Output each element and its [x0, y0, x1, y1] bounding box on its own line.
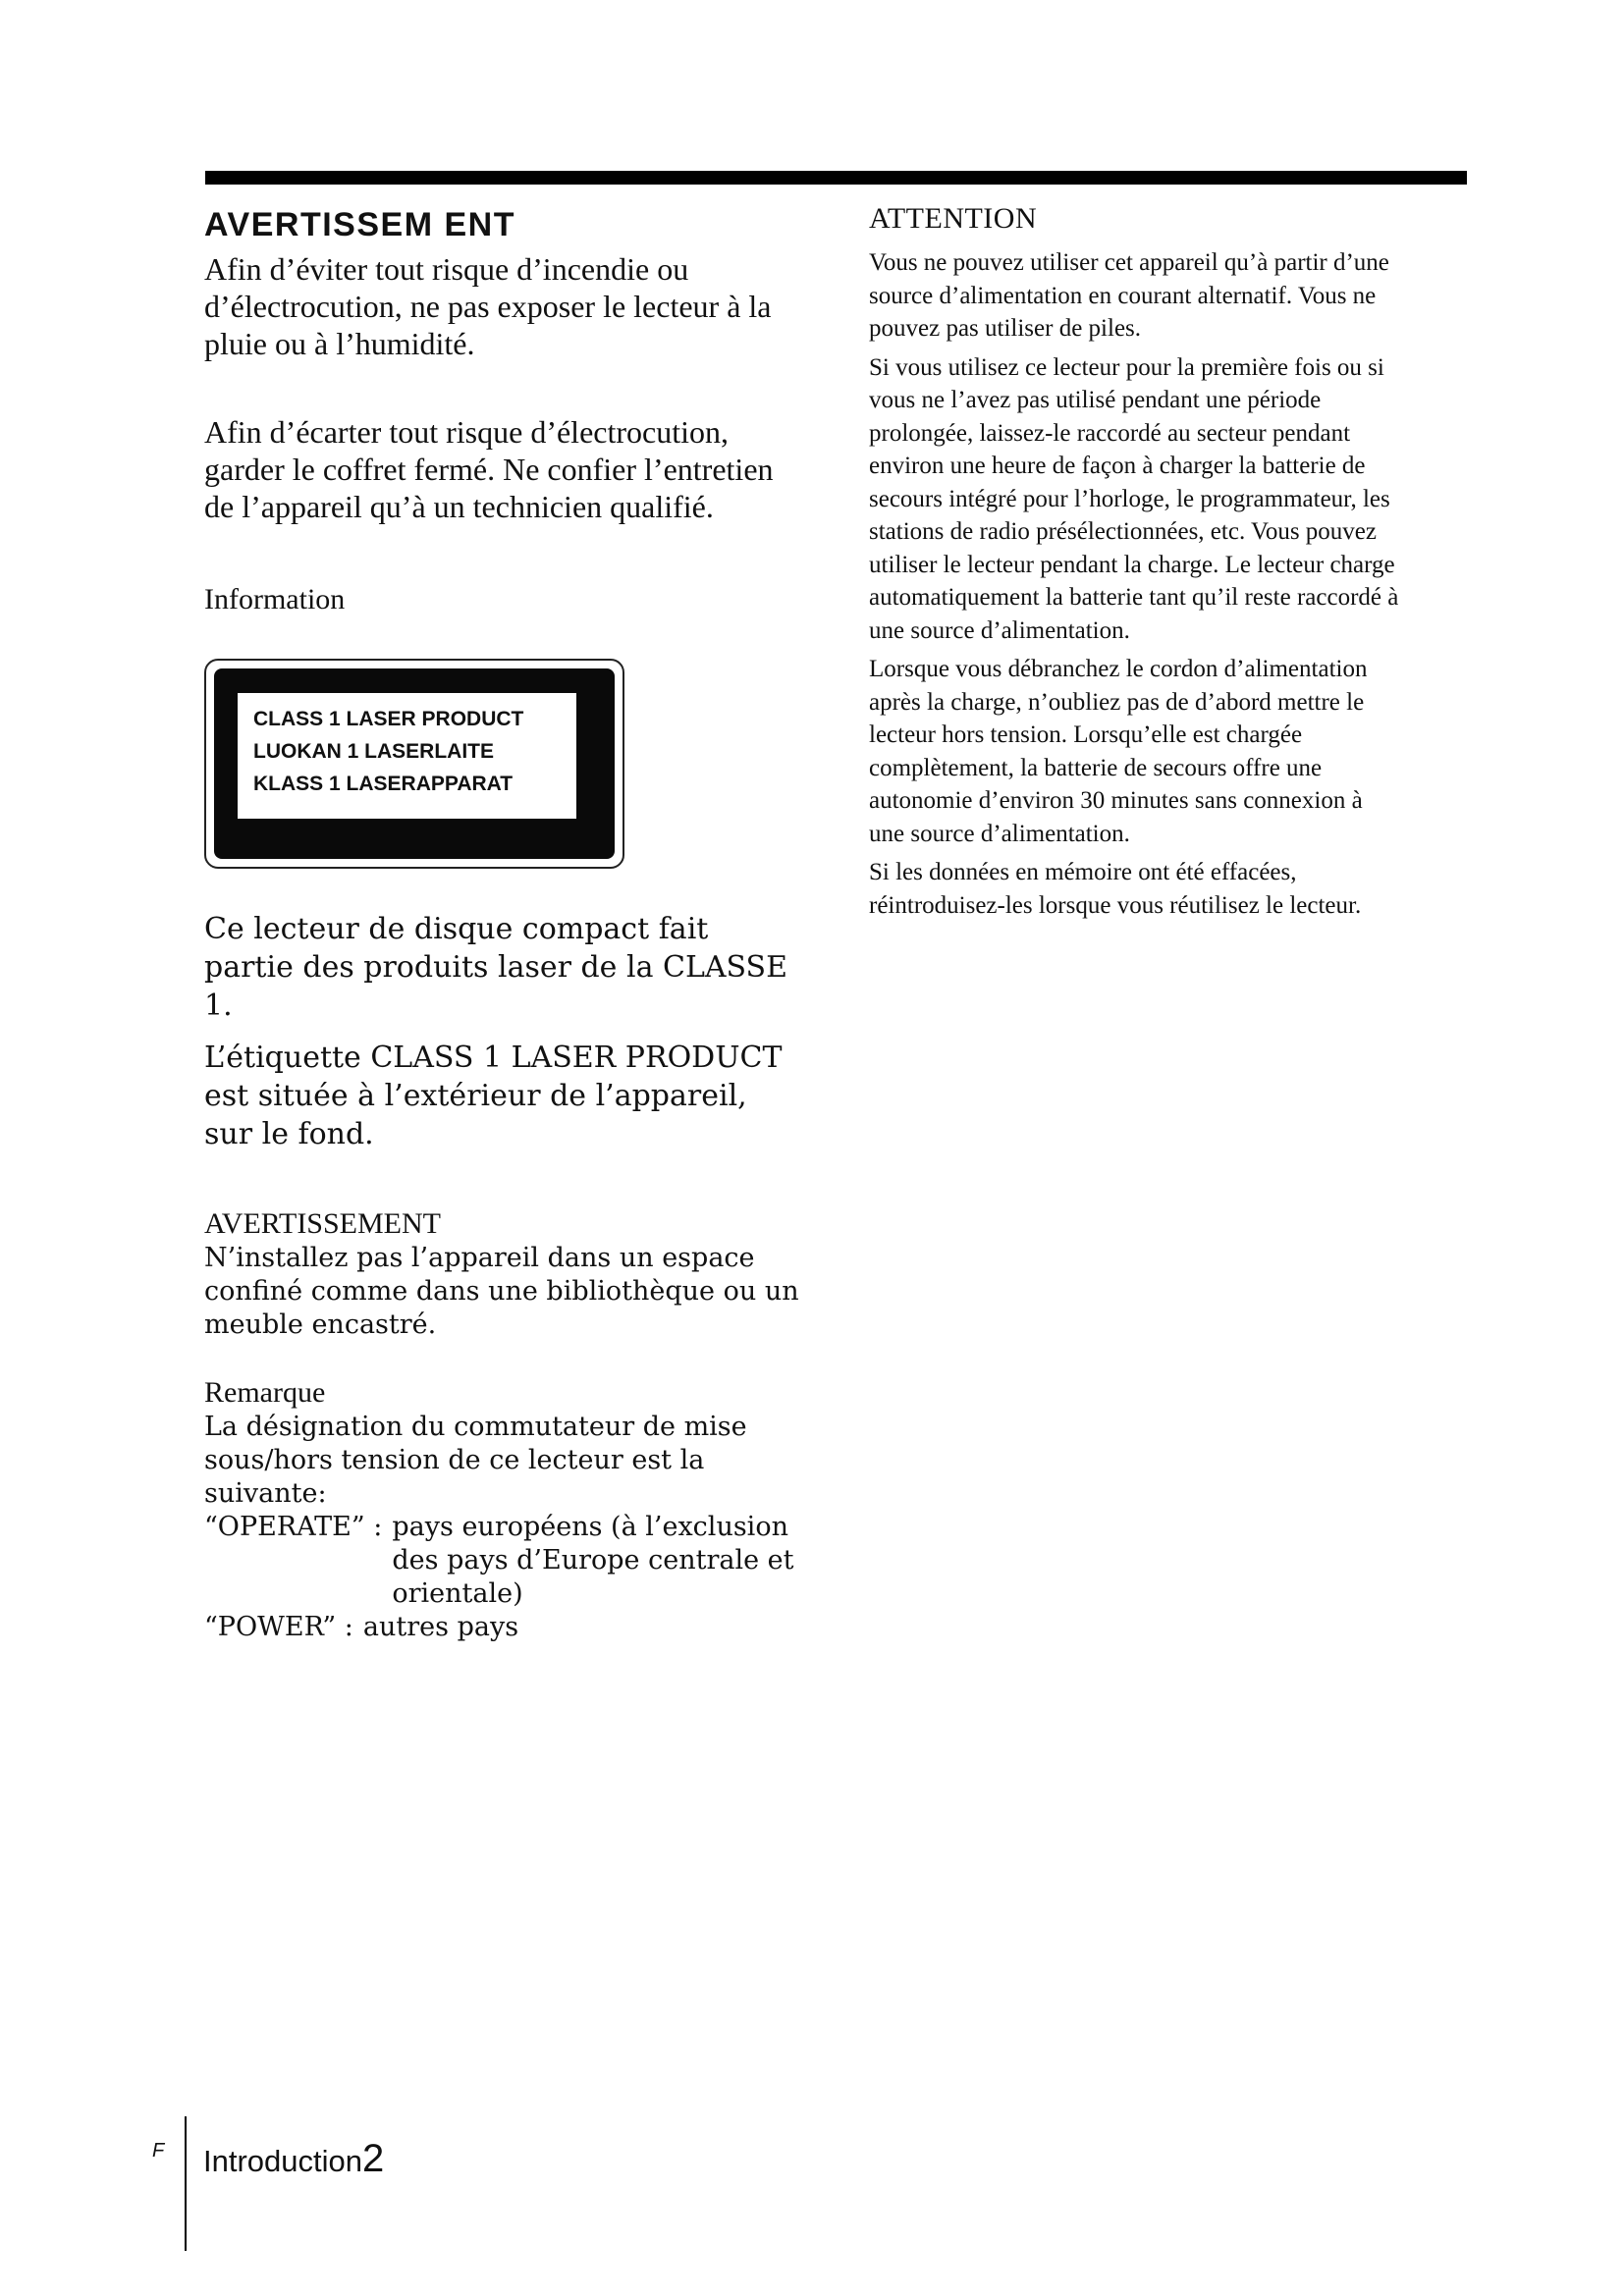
information-label: Information: [204, 583, 346, 615]
laser-label-line: KLASS 1 LASERAPPARAT: [253, 773, 514, 795]
operate-definition: [204, 1511, 803, 1611]
power-key: “POWER” :: [204, 1612, 353, 1642]
top-rule: [205, 171, 1467, 185]
avertissement-section: [204, 1206, 803, 1342]
remarque-title: Remarque: [204, 1376, 326, 1409]
warning-heading: AVERTISSEM ENT: [204, 206, 515, 243]
page-footer: [203, 2137, 384, 2181]
laser-label-location-text: L’étiquette CLASS 1 LASER PRODUCT est située à l’extérieur de l’appareil, sur le fond.: [204, 1041, 783, 1151]
attention-title: ATTENTION: [869, 202, 1038, 235]
page-number: 2: [362, 2137, 385, 2180]
attention-paragraph: Lorsque vous débranchez le cordon d’alimentation après la charge, n’oubliez pas de d’abord mettre le lecteur hors tension. Lorsqu’elle est chargée complètement, la batterie de secours offre une autonomie d’environ 30 minutes sans connexion à une source d’alimentation.: [869, 656, 1368, 847]
avertissement-text: N’installez pas l’appareil dans un espace confiné comme dans une bibliothèque ou un meuble encastré.: [204, 1243, 799, 1340]
power-value: autres pays: [362, 1612, 519, 1642]
warning-text: Afin d’éviter tout risque d’incendie ou d’électrocution, ne pas exposer le lecteur à la pluie ou à l’humidité.: [204, 251, 772, 361]
laser-class-label: [204, 659, 624, 869]
attention-paragraph: Si vous utilisez ce lecteur pour la première fois ou si vous ne l’avez pas utilisé pendant une période prolongée, laissez-le raccordé au secteur pendant environ une heure de façon à charger la batterie de secours intégré pour l’horloge, le programmateur, les stations de radio présélectionnées, etc. Vous pouvez utiliser le lecteur pendant la charge. Le lecteur charge automatiquement la batterie tant qu’il reste raccordé à une source d’alimentation.: [869, 353, 1399, 644]
laser-label-panel: [238, 693, 576, 819]
attention-paragraph: Vous ne pouvez utiliser cet appareil qu’à partir d’une source d’alimentation en courant alternatif. Vous ne pouvez pas utiliser de piles.: [869, 249, 1389, 342]
laser-class-text: Ce lecteur de disque compact fait partie des produits laser de la CLASSE 1.: [204, 912, 788, 1023]
remarque-section: [204, 1375, 803, 1644]
footer-section: Introduction: [203, 2144, 362, 2178]
right-column: [869, 199, 1399, 928]
attention-paragraph: Si les données en mémoire ont été effacées, réintroduisez-les lorsque vous réutilisez le lecteur.: [869, 859, 1362, 919]
remarque-text: La désignation du commutateur de mise sous/hors tension de ce lecteur est la suivante:: [204, 1412, 747, 1509]
operate-value: pays européens (à l’exclusion des pays d’Europe centrale et orientale): [392, 1512, 794, 1609]
footer-rule: [185, 2116, 187, 2251]
operate-key: “OPERATE” :: [204, 1512, 383, 1542]
power-definition: [204, 1611, 803, 1644]
laser-label-line: CLASS 1 LASER PRODUCT: [253, 708, 524, 730]
left-column: [204, 201, 803, 1644]
laser-label-line: LUOKAN 1 LASERLAITE: [253, 740, 495, 763]
language-marker: F: [152, 2140, 165, 2162]
electrocution-text: Afin d’écarter tout risque d’électrocution, garder le coffret fermé. Ne confier l’entretien de l’appareil qu’à un technicien qualifié.: [204, 414, 774, 524]
avertissement-title: AVERTISSEMENT: [204, 1207, 441, 1240]
